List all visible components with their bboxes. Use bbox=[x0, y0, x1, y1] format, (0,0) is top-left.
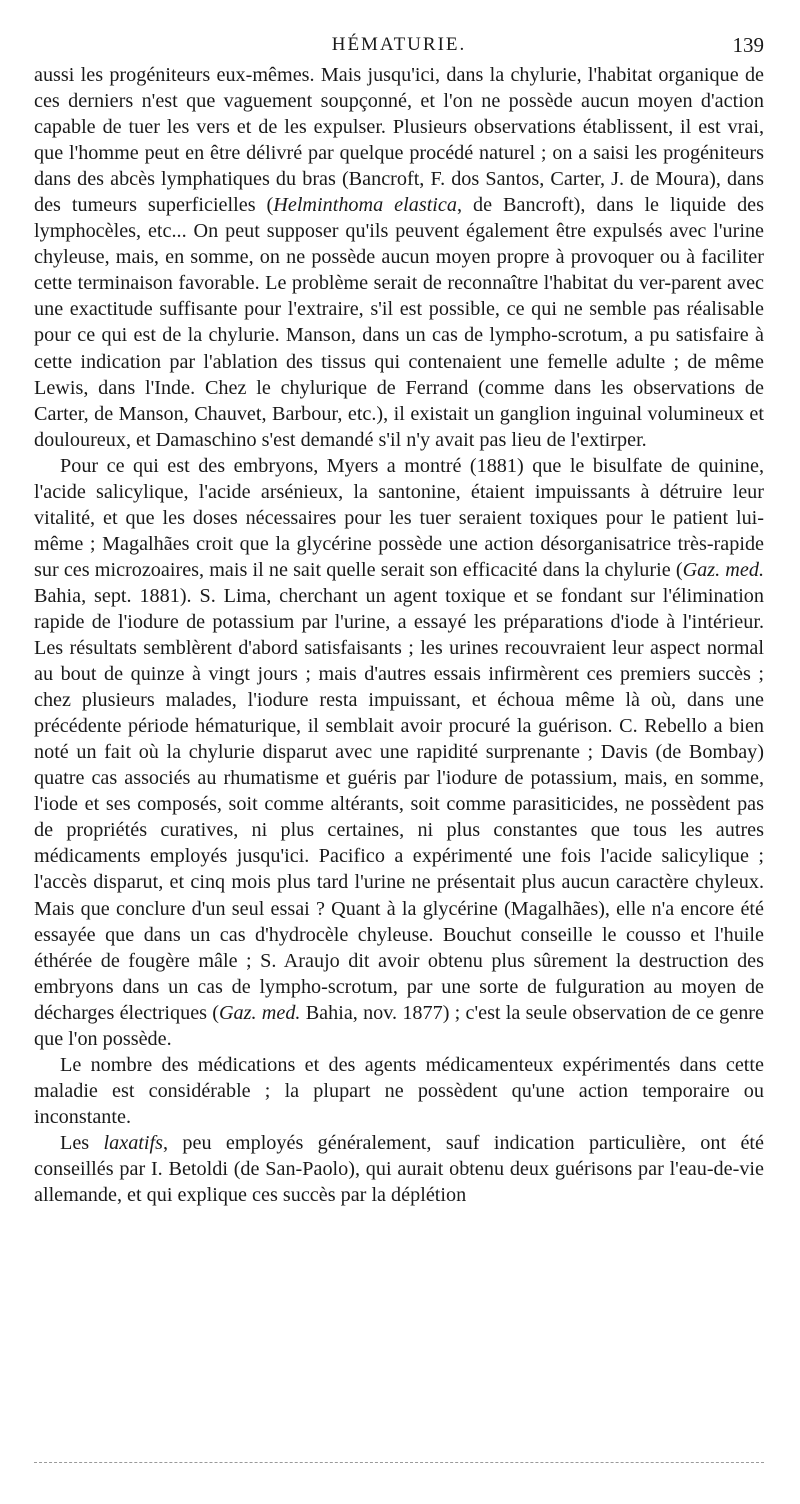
running-head bbox=[34, 30, 764, 60]
footer-divider bbox=[34, 1462, 764, 1463]
text-run: aussi les progéniteurs eux-mêmes. Mais jusqu'ici, dans la chylurie, l'habitat organique de ces derniers n'est que vaguement soupçonné, et l'on ne possède aucun moyen d'action capable de tuer les vers et de les expulser. Plusieurs observations établissent, il est vrai, que l'homme peut en être délivré par quelque procédé naturel ; on a saisi les progéniteurs dans des abcès lymphatiques du bras (Bancroft, F. dos Santos, Carter, J. de Moura), dans des tumeurs superficielles ( bbox=[34, 64, 764, 217]
text-run: Les bbox=[60, 1131, 104, 1154]
paragraph-4 bbox=[34, 1130, 764, 1208]
paragraph-1 bbox=[34, 62, 764, 453]
text-run: , de Bancroft), dans le liquide des lymphocèles, etc... On peut supposer qu'ils peuvent également être expulsés avec l'urine chyleuse, mais, en somme, on ne possède aucun moyen propre à provoquer ou à faciliter cette terminaison favorable. Le problème serait de reconnaître l'habitat du ver-parent avec une exactitude suffisante pour l'extraire, s'il est possible, ce qui ne semble pas réalisable pour ce qui est de la chylurie. Manson, dans un cas de lympho-scrotum, a pu satisfaire à cette indication par l'ablation des tissus qui contenaient une femelle adulte ; de même Lewis, dans l'Inde. Chez le chylurique de Ferrand (comme dans les observations de Carter, de Manson, Chauvet, Barbour, etc.), il existait un ganglion inguinal volumineux et douloureux, et Damaschino s'est demandé s'il n'y avait pas lieu de l'extirper. bbox=[34, 194, 764, 451]
italic-citation: Gaz. med. bbox=[682, 558, 764, 581]
paragraph-3 bbox=[34, 1052, 764, 1130]
paragraph-2 bbox=[34, 453, 764, 1052]
text-run: , peu employés généralement, sauf indication particulière, ont été conseillés par I. Betoldi (de San-Paolo), qui aurait obtenu deux guérisons par l'eau-de-vie allemande, et qui explique ces succès par la déplétion bbox=[34, 1131, 764, 1207]
body-text bbox=[34, 62, 764, 1208]
running-title: HÉMATURIE. bbox=[331, 34, 467, 55]
italic-citation: Gaz. med. bbox=[218, 1001, 301, 1024]
page-number: 139 bbox=[732, 33, 764, 57]
italic-term: Helminthoma elastica bbox=[273, 194, 457, 217]
text-run: Bahia, sept. 1881). S. Lima, cherchant un agent toxique et se fondant sur l'élimination rapide de l'iodure de potassium par l'urine, a essayé les préparations d'iode à l'intérieur. Les résultats semblèrent d'abord satisfaisants ; les urines recouvraient leur aspect normal au bout de quinze à vingt jours ; mais d'autres essais infirmèrent ces premiers succès ; chez plusieurs malades, l'iodure resta impuissant, et échoua même là où, dans une précédente période hématurique, il semblait avoir procuré la guérison. C. Rebello a bien noté un fait où la chylurie disparut avec une rapidité surprenante ; Davis (de Bombay) quatre cas associés au rhumatisme et guéris par l'iodure de potassium, mais, en somme, l'iode et ses composés, soit comme altérants, soit comme parasiticides, ne possèdent pas de propriétés curatives, ni plus certaines, ni plus constantes que tous les autres médicaments employés jusqu'ici. Pacifico a expérimenté une fois l'acide salicylique ; l'accès disparut, et cinq mois plus tard l'urine ne présentait plus aucun caractère chyleux. Mais que conclure d'un seul essai ? Quant à la glycérine (Magalhães), elle n'a encore été essayée que dans un cas d'hydrocèle chyleuse. Bouchut conseille le cousso et l'huile éthérée de fougère mâle ; S. Araujo dit avoir obtenu plus sûrement la destruction des embryons dans un cas de lympho-scrotum, par une sorte de fulguration au moyen de décharges électriques ( bbox=[34, 584, 764, 1024]
italic-term: laxatifs bbox=[103, 1131, 163, 1154]
text-run: Pour ce qui est des embryons, Myers a montré (1881) que le bisulfate de quinine, l'acide salicylique, l'acide arsénieux, la santonine, étaient impuissants à détruire leur vitalité, et que les doses nécessaires pour les tuer seraient toxiques pour le patient lui-même ; Magalhães croit que la glycérine possède une action désorganisatrice très-rapide sur ces microzoaires, mais il ne sait quelle serait son efficacité dans la chylurie ( bbox=[34, 454, 764, 581]
text-run: Le nombre des médications et des agents médicamenteux expérimentés dans cette maladie est considérable ; la plupart ne possèdent qu'une action temporaire ou inconstante. bbox=[34, 1053, 764, 1128]
text-run: Bahia, nov. 1877) ; c'est la seule observation de ce genre que l'on possède. bbox=[34, 1001, 764, 1050]
